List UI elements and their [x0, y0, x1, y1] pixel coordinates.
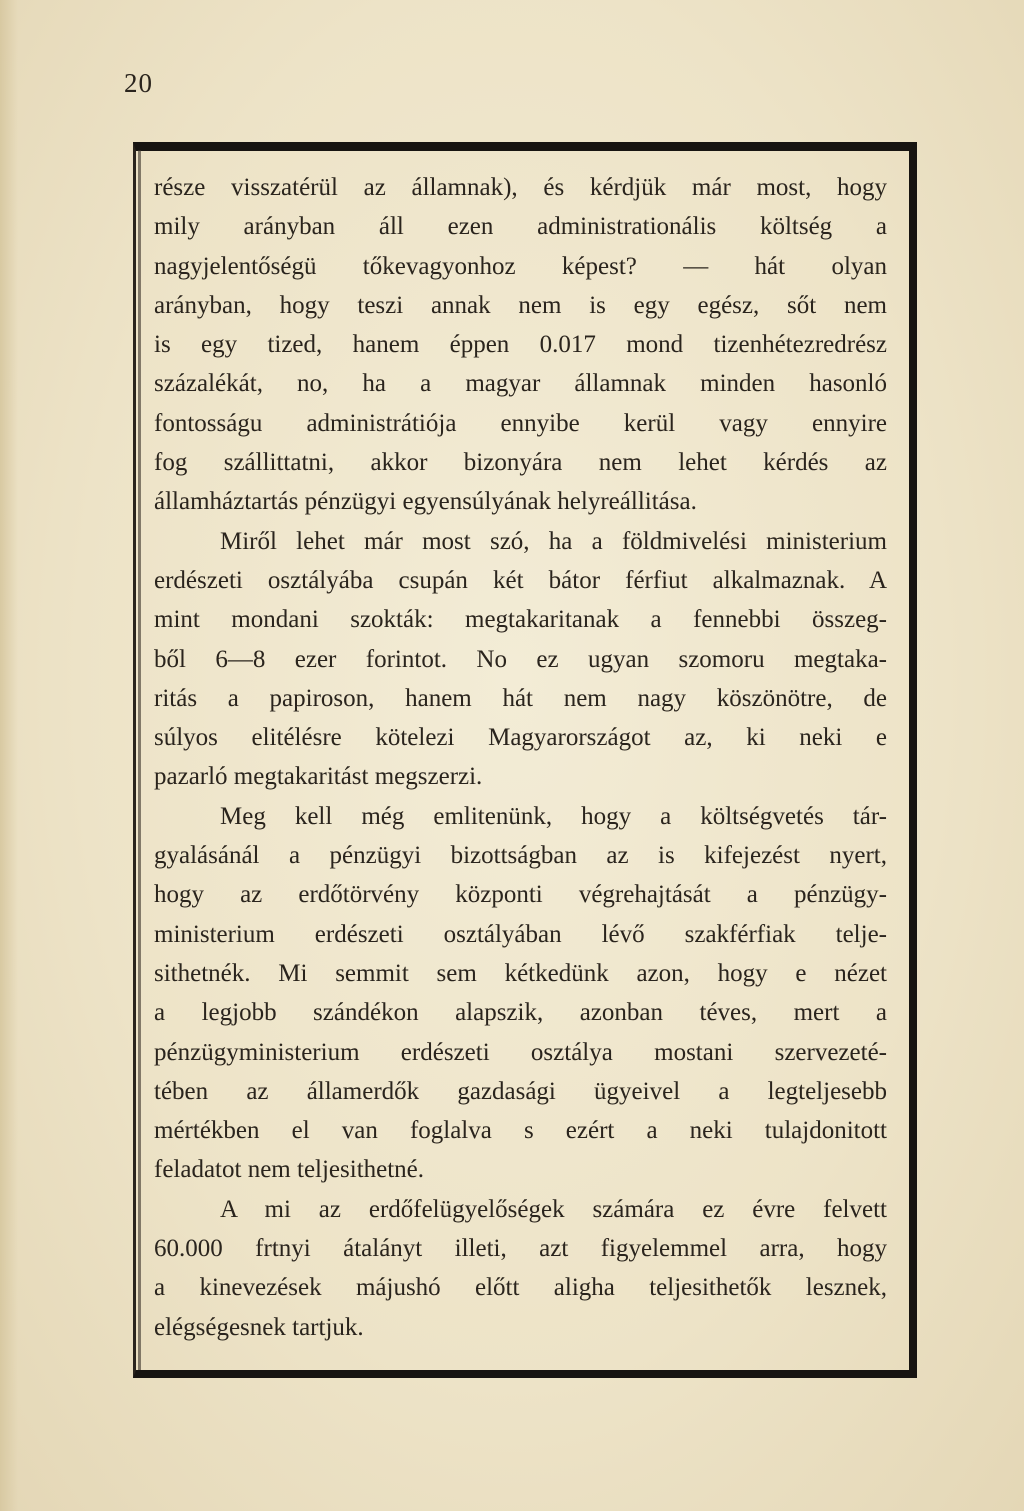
text-line: mint mondani szokták: megtakaritanak a fennebbi összeg-	[154, 606, 887, 634]
text-line: gyalásánál a pénzügyi bizottságban az is kifejezést nyert,	[154, 842, 887, 870]
text-line: is egy tized, hanem éppen 0.017 mond tizenhétezredrész	[154, 331, 887, 359]
text-line: százalékát, no, ha a magyar államnak minden hasonló	[154, 370, 887, 398]
text-line: mértékben el van foglalva s ezért a neki tulajdonitott	[154, 1117, 887, 1145]
text-line: Miről lehet már most szó, ha a földmivelési ministerium	[220, 527, 887, 555]
frame-inner-rule	[138, 150, 141, 1370]
text-line: a legjobb szándékon alapszik, azonban téves, mert a	[154, 999, 887, 1027]
text-line: erdészeti osztályába csupán két bátor férfiut alkalmaznak. A	[154, 566, 887, 594]
text-line: A mi az erdőfelügyelőségek számára ez évre felvett	[220, 1195, 887, 1223]
body-text	[154, 168, 887, 1348]
text-line: a kinevezések májushó előtt aligha teljesithetők lesznek,	[154, 1274, 887, 1302]
text-line: ből 6—8 ezer forintot. No ez ugyan szomoru megtaka-	[154, 645, 887, 673]
page-edge-shadow	[0, 0, 18, 1511]
text-line: hogy az erdőtörvény központi végrehajtását a pénzügy-	[154, 881, 887, 909]
text-line: ministerium erdészeti osztályában lévő szakférfiak telje-	[154, 920, 887, 948]
text-line: része visszatérül az államnak), és kérdjük már most, hogy	[154, 174, 887, 201]
text-line: súlyos elitélésre kötelezi Magyarországot az, ki neki e	[154, 724, 887, 752]
text-line: pénzügyministerium erdészeti osztálya mostani szervezeté-	[154, 1038, 887, 1066]
text-line: arányban, hogy teszi annak nem is egy egész, sőt nem	[154, 291, 887, 319]
text-line: tében az államerdők gazdasági ügyeivel a legteljesebb	[154, 1077, 887, 1105]
text-line: ritás a papiroson, hanem hát nem nagy köszönötre, de	[154, 684, 887, 712]
text-line: államháztartás pénzügyi egyensúlyának helyreállitása.	[154, 488, 697, 516]
text-line: fontosságu administrátiója ennyibe kerül vagy ennyire	[154, 409, 887, 437]
text-line: 60.000 frtnyi átalányt illeti, azt figyelemmel arra, hogy	[154, 1235, 887, 1263]
text-line: nagyjelentőségü tőkevagyonhoz képest? — hát olyan	[154, 252, 887, 280]
text-line: sithetnék. Mi semmit sem kétkedünk azon, hogy e nézet	[154, 959, 887, 987]
text-line: elégségesnek tartjuk.	[154, 1313, 364, 1341]
text-line: pazarló megtakaritást megszerzi.	[154, 763, 483, 791]
text-line: mily arányban áll ezen administrationális költség a	[154, 213, 887, 241]
text-line: fog szállittatni, akkor bizonyára nem lehet kérdés az	[154, 449, 887, 477]
text-line: feladatot nem teljesithetné.	[154, 1156, 425, 1184]
page-number: 20	[124, 68, 153, 98]
text-line: Meg kell még emlitenünk, hogy a költségvetés tár-	[220, 802, 887, 830]
